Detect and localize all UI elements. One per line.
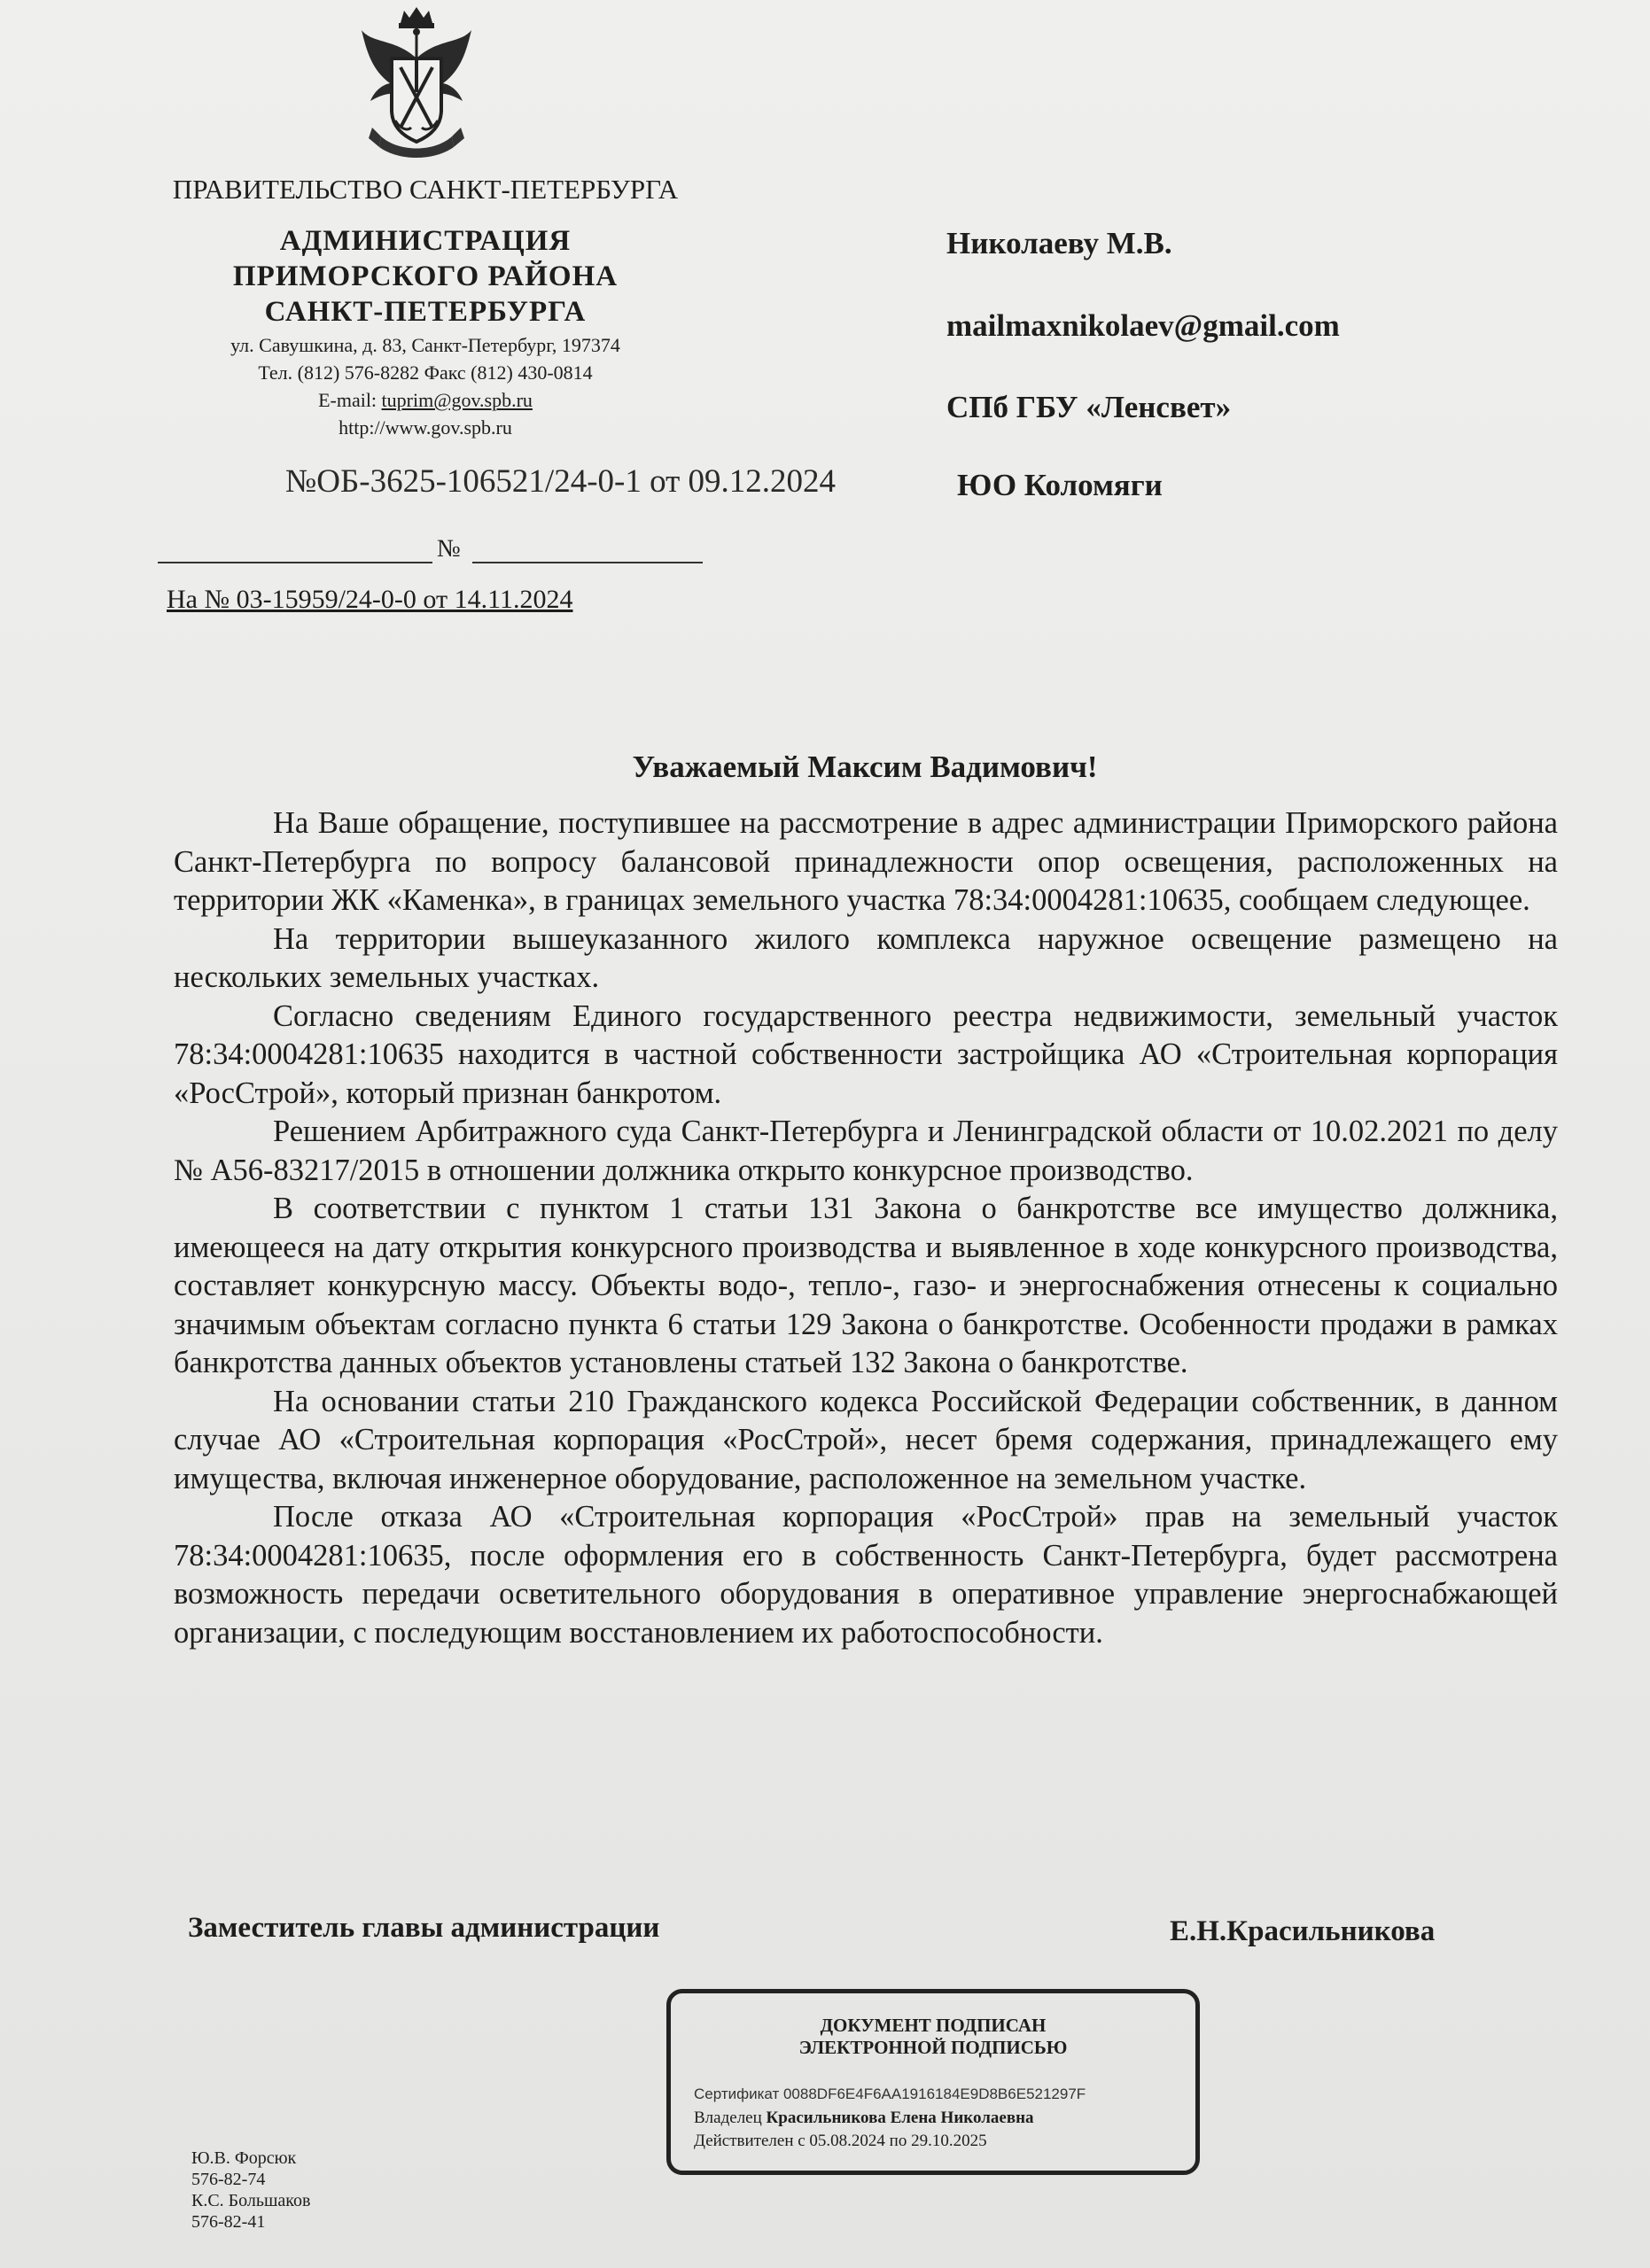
signatory-role: Заместитель главы администрации	[188, 1912, 660, 1944]
reference-number: На № 03-15959/24-0-0 от 14.11.2024	[167, 585, 573, 614]
phone-line: Тел. (812) 576-8282 Факс (812) 430-0814	[258, 361, 593, 384]
recipient-name: Николаеву М.В.	[946, 226, 1172, 260]
number-blank-underline	[472, 562, 703, 563]
signatory-name: Е.Н.Красильникова	[1170, 1915, 1436, 1947]
recipient-organization-unit: ЮО Коломяги	[957, 468, 1163, 502]
stamp-title-line: ДОКУМЕНТ ПОДПИСАН	[820, 2015, 1047, 2036]
letter-body	[174, 804, 1558, 1652]
email-link[interactable]: tuprim@gov.spb.ru	[381, 389, 533, 411]
executor-phone: 576-82-41	[191, 2212, 266, 2232]
body-paragraph: После отказа АО «Строительная корпорация «РосСтрой» прав на земельный участок 78:34:0004281:10635, после оформления его в собственность Санкт-Петербурга, будет рассмотрена возможность передачи осветительного оборудования в оперативное управление энергоснабжающей организации, с последующим восстановлением их работоспособности.	[174, 1500, 1558, 1650]
executor-name: К.С. Большаков	[191, 2191, 311, 2210]
body-paragraph: В соответствии с пунктом 1 статьи 131 Закона о банкротстве все имущество должника, имеющееся на дату открытия конкурсного производства и выявленное в ходе конкурсного производства, составляет конкурсную массу. Объекты водо-, тепло-, газо- и энергоснабжения отнесены к социально значимым объектам согласно пункта 6 статьи 129 Закона о банкротстве. Особенности продажи в рамках банкротства данных объектов установлены статьей 132 Закона о банкротстве.	[174, 1192, 1558, 1379]
email-label: E-mail:	[318, 389, 377, 411]
certificate-number: Сертификат 0088DF6E4F6AA1916184E9D8B6E521297F	[694, 2085, 1086, 2102]
executor-name: Ю.В. Форсюк	[191, 2148, 297, 2168]
coat-of-arms-emblem	[354, 4, 479, 161]
date-blank-underline	[158, 562, 432, 563]
body-paragraph: На основании статьи 210 Гражданского кодекса Российской Федерации собственник, в данном случае АО «Строительная корпорация «РосСтрой», несет бремя содержания, принадлежащего ему имущества, включая инженерное оборудование, расположенное на земельном участке.	[174, 1384, 1558, 1495]
certificate-validity: Действителен с 05.08.2024 по 29.10.2025	[694, 2132, 987, 2150]
body-paragraph: Решением Арбитражного суда Санкт-Петербурга и Ленинградской области от 10.02.2021 по делу № А56-83217/2015 в отношении должника открыто конкурсное производство.	[174, 1115, 1558, 1187]
owner-label: Владелец	[694, 2109, 762, 2127]
recipient-email[interactable]: mailmaxnikolaev@gmail.com	[946, 308, 1340, 343]
administration-title	[142, 223, 709, 330]
stamp-title-line: ЭЛЕКТРОННОЙ ПОДПИСЬЮ	[798, 2037, 1068, 2058]
body-paragraph: На Ваше обращение, поступившее на рассмотрение в адрес администрации Приморского района Санкт-Петербурга по вопросу балансовой принадлежности опор освещения, расположенных на территории ЖК «Каменка», в границах земельного участка 78:34:0004281:10635, сообщаем следующее.	[174, 806, 1558, 917]
website-link[interactable]: http://www.gov.spb.ru	[339, 416, 512, 439]
executor-phone: 576-82-74	[191, 2170, 266, 2189]
owner-name: Красильникова Елена Николаевна	[766, 2109, 1034, 2127]
admin-title-line: ПРИМОРСКОГО РАЙОНА	[232, 260, 619, 292]
body-paragraph: На территории вышеуказанного жилого комплекса наружное освещение размещено на нескольких земельных участках.	[174, 921, 1558, 994]
address-line: ул. Савушкина, д. 83, Санкт-Петербург, 197374	[230, 334, 620, 356]
admin-title-line: САНКТ-ПЕТЕРБУРГА	[264, 296, 587, 328]
government-title: ПРАВИТЕЛЬСТВО САНКТ-ПЕТЕРБУРГА	[172, 174, 679, 205]
registration-number: №ОБ-3625-106521/24-0-1 от 09.12.2024	[285, 463, 837, 500]
stamp-title	[671, 2015, 1195, 2059]
email-line	[142, 386, 709, 414]
salutation: Уважаемый Максим Вадимович!	[632, 750, 1098, 784]
blank-number-line	[158, 535, 704, 562]
body-paragraph: Согласно сведениям Единого государственного реестра недвижимости, земельный участок 78:34:0004281:10635 находится в частной собственности застройщика АО «Строительная корпорация «РосСтрой», который признан банкротом.	[174, 998, 1558, 1110]
contact-block	[142, 331, 709, 441]
recipient-organization: СПб ГБУ «Ленсвет»	[946, 390, 1232, 424]
number-sign: №	[437, 535, 461, 563]
certificate-owner	[694, 2109, 1034, 2128]
digital-signature-stamp	[666, 1989, 1200, 2175]
admin-title-line: АДМИНИСТРАЦИЯ	[279, 225, 572, 257]
executors-block	[191, 2148, 310, 2233]
